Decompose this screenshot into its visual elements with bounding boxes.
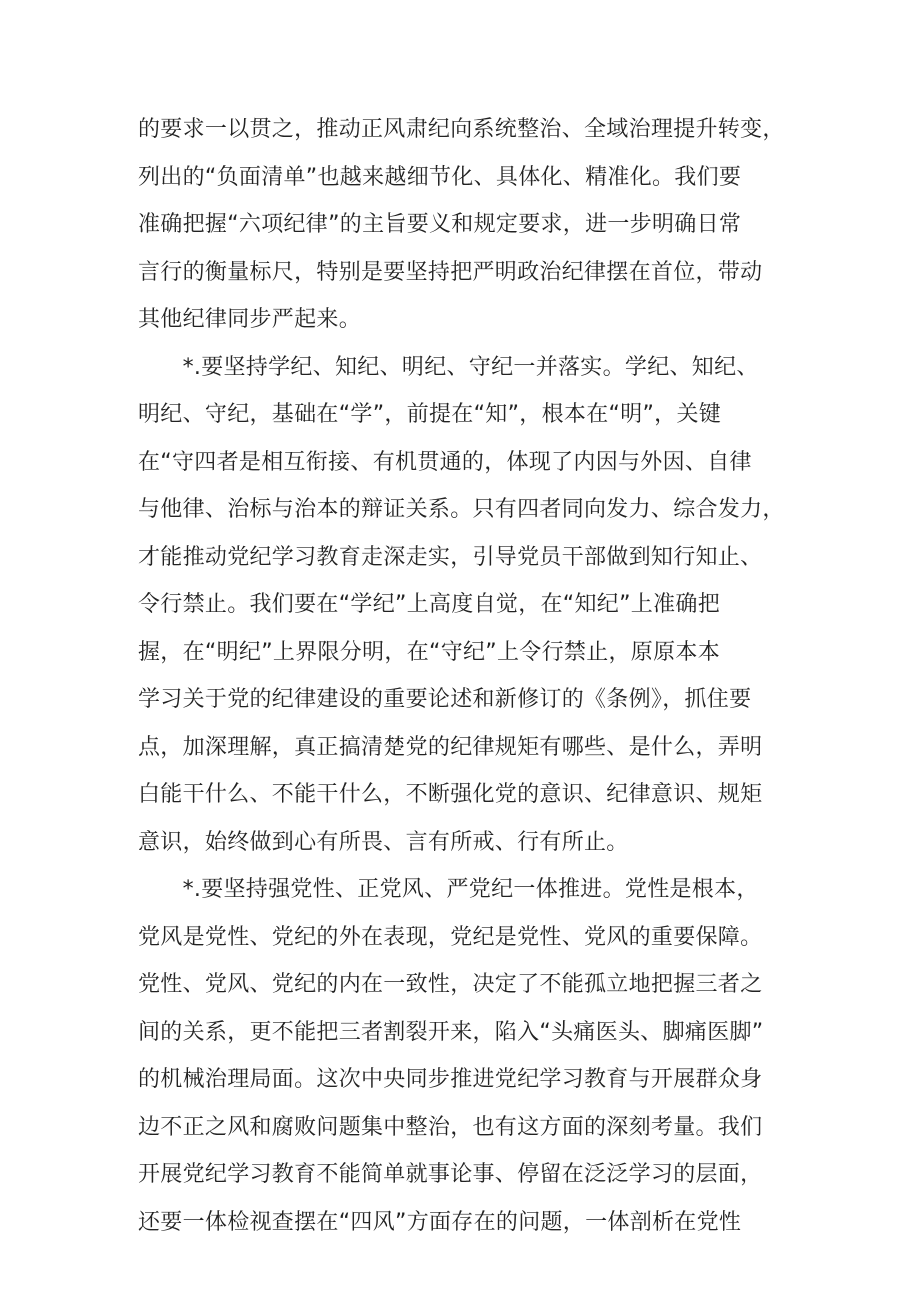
text-line: 白能干什么、不能干什么，不断强化党的意识、纪律意识、规矩 <box>138 782 763 807</box>
text-line: 明纪、守纪，基础在“学”，前提在“知”，根本在“明”，关键 <box>138 402 722 427</box>
text-line: 党风是党性、党纪的外在表现，党纪是党性、党风的重要保障。 <box>138 924 763 950</box>
text-line: *.要坚持学纪、知纪、明纪、守纪一并落实。学纪、知纪、 <box>138 354 759 380</box>
text-line: 在“守四者是相互衔接、有机贯通的，体现了内因与外因、自律 <box>138 449 752 475</box>
text-line: 党性、党风、党纪的内在一致性，决定了不能孤立地把握三者之 <box>138 972 763 997</box>
text-line: *.要坚持强党性、正党风、严党纪一体推进。党性是根本， <box>138 877 759 902</box>
text-line: 开展党纪学习教育不能简单就事论事、停留在泛泛学习的层面， <box>138 1162 763 1187</box>
text-line: 列出的“负面清单”也越来越细节化、具体化、精准化。我们要 <box>138 164 742 190</box>
text-line: 还要一体检视查摆在“四风”方面存在的问题，一体剖析在党性 <box>138 1209 742 1235</box>
text-line: 准确把握“六项纪律”的主旨要义和规定要求，进一步明确日常 <box>138 212 742 237</box>
text-line: 握，在“明纪”上界限分明，在“守纪”上令行禁止，原原本本 <box>138 639 720 665</box>
text-line: 意识，始终做到心有所畏、言有所戒、行有所止。 <box>138 829 629 855</box>
text-line: 的要求一以贯之，推动正风肃纪向系统整治、全域治理提升转变， <box>138 117 785 142</box>
text-line: 点，加深理解，真正搞清楚党的纪律规矩有哪些、是什么，弄明 <box>138 734 763 760</box>
document-body <box>138 106 788 1246</box>
text-line: 才能推动党纪学习教育走深走实，引导党员干部做到知行知止、 <box>138 544 763 570</box>
text-line: 间的关系，更不能把三者割裂开来，陷入“头痛医头、脚痛医脚” <box>138 1019 764 1045</box>
text-line: 言行的衡量标尺，特别是要坚持把严明政治纪律摆在首位，带动 <box>138 259 763 285</box>
text-line: 学习关于党的纪律建设的重要论述和新修订的《条例》，抓住要 <box>138 687 752 712</box>
text-line: 边不正之风和腐败问题集中整治，也有这方面的深刻考量。我们 <box>138 1114 763 1140</box>
text-line: 令行禁止。我们要在“学纪”上高度自觉，在“知纪”上准确把 <box>138 592 720 617</box>
text-line: 的机械治理局面。这次中央同步推进党纪学习教育与开展群众身 <box>138 1067 763 1092</box>
text-line: 与他律、治标与治本的辩证关系。只有四者同向发力、综合发力， <box>138 497 785 522</box>
text-line: 其他纪律同步严起来。 <box>138 307 362 332</box>
